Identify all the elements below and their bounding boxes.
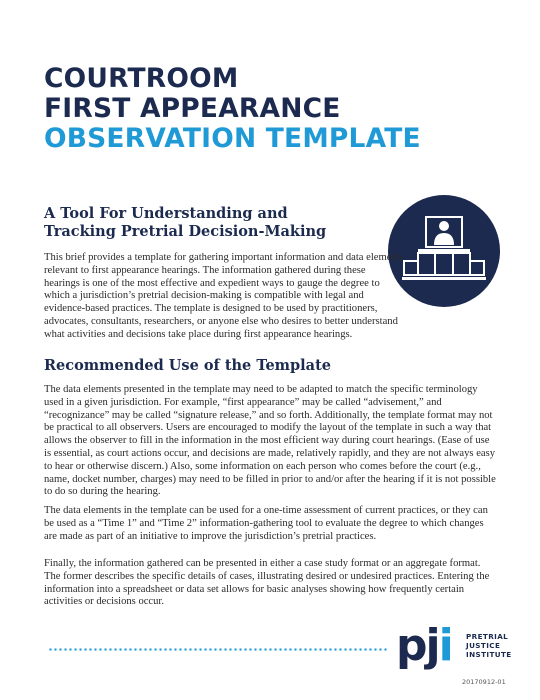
pji-logo bbox=[396, 620, 516, 678]
recommended-heading: Recommended Use of the Template bbox=[44, 357, 331, 374]
dotted-divider bbox=[48, 648, 388, 651]
pji-logo-text: PRETRIAL JUSTICE INSTITUTE bbox=[466, 632, 512, 659]
document-code: 20170912-01 bbox=[462, 678, 506, 686]
title-line-2: FIRST APPEARANCE bbox=[44, 93, 341, 124]
pji-logo-mark: pji bbox=[396, 620, 452, 671]
recommended-paragraph-3: Finally, the information gathered can be presented in either a case study format or an aggregate format. The former describes the specific details of cases, illustrating desired or undesired practices. Entering the information into a spreadsheet or data set allows for basic analyses showing how frequently certain activities or decisions occur. bbox=[44, 558, 490, 608]
recommended-paragraph-2: The data elements in the template can be used for a one-time assessment of current practices, or they can be used as a “Time 1” and “Time 2” information-gathering tool to evaluate the degree to which changes are made as part of an initiative to improve the jurisdiction’s pretrial practices. bbox=[44, 505, 488, 542]
title-line-1: COURTROOM bbox=[44, 63, 239, 94]
courtroom-judge-bench-icon bbox=[388, 195, 500, 307]
intro-paragraph: This brief provides a template for gathering important information and data elements relevant to first appearance hearings. The information gathered during these hearings is one of the most effective and expedient ways to gauge the degree to which a jurisdiction’s pretrial decision-making is compatible with legal and evidence-based practices. The template is designed to be used by practitioners, advocates, consultants, researchers, or anyone else who desires to better understand what activities and decisions take place during first appearance hearings. bbox=[44, 252, 404, 340]
intro-heading bbox=[44, 205, 326, 241]
document-title bbox=[44, 64, 421, 154]
intro-heading-line-2: Tracking Pretrial Decision-Making bbox=[44, 223, 327, 240]
intro-heading-line-1: A Tool For Understanding and bbox=[44, 205, 288, 222]
title-line-3: OBSERVATION TEMPLATE bbox=[44, 123, 421, 154]
recommended-paragraph-1: The data elements presented in the template may need to be adapted to match the specific terminology used in a given jurisdiction. For example, “first appearance” may be called “advisement,” and “recognizance” may be called “signature release,” and so forth. Additionally, the template format may not be practical to all observers. Users are encouraged to modify the layout of the template in such a way that allows the observer to fill in the information in the most efficient way during court hearings. (Ease of use is essential, as court actions occur, and decisions are made, relatively rapidly, and they are not always easy to hear or otherwise discern.) Also, some information on each person who comes before the court (e.g., name, docket number, charges) may need to be filled in prior to and/or after the hearing if it is not possible to do so during the hearing. bbox=[44, 384, 496, 498]
